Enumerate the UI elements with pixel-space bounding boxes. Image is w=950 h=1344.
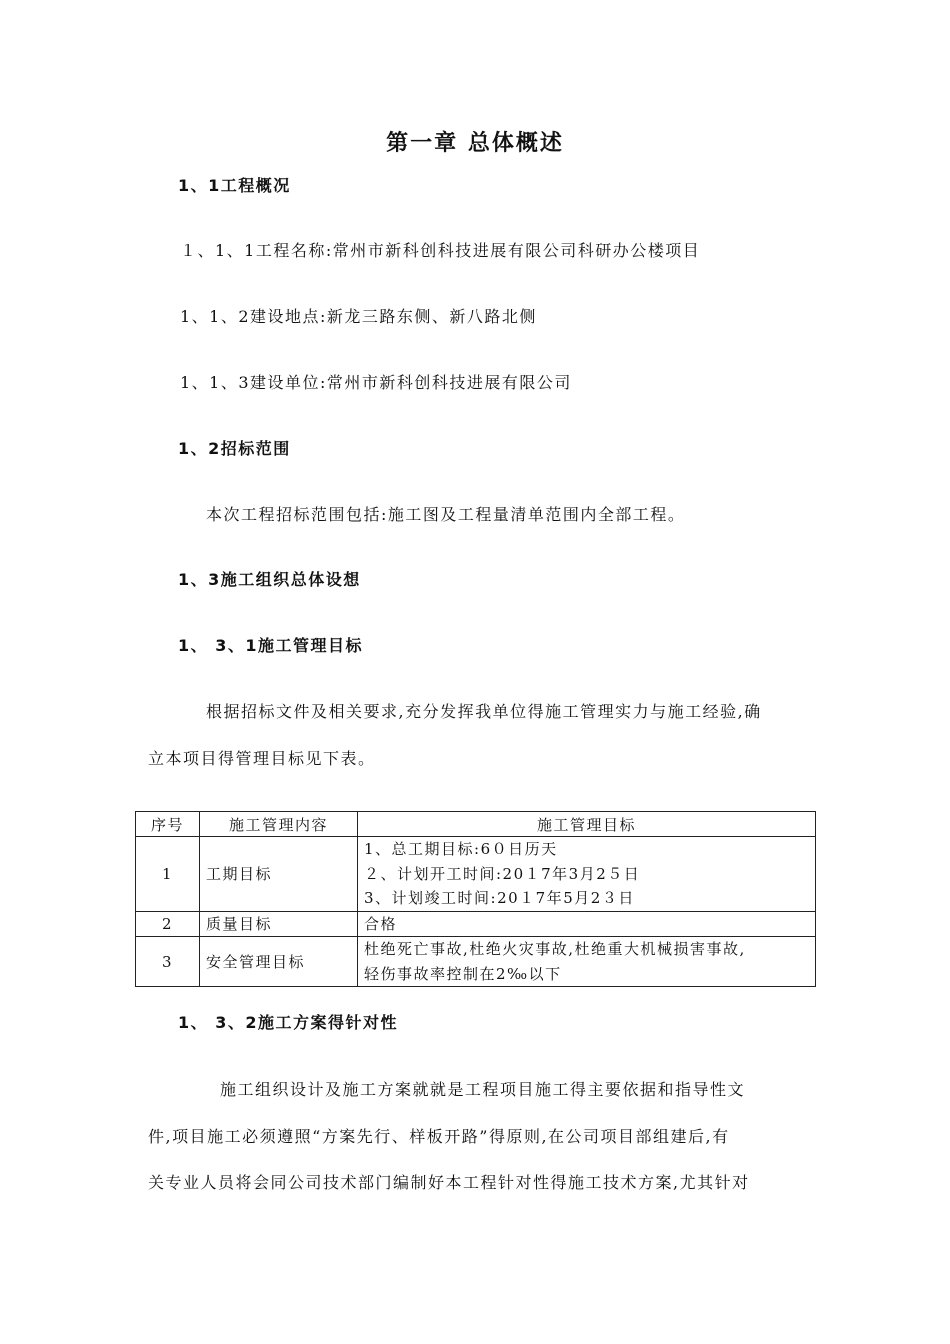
row-target <box>358 911 816 937</box>
section-heading-1-2: 1、2招标范围 <box>178 439 291 458</box>
client-line: 1、1、3建设单位:常州市新科创科技进展有限公司 <box>180 373 572 392</box>
row-target <box>358 837 816 912</box>
management-targets-table <box>135 811 816 987</box>
paragraph-line: 施工组织设计及施工方案就就是工程项目施工得主要依据和指导性文 <box>220 1080 746 1099</box>
paragraph-line: 立本项目得管理目标见下表。 <box>148 749 376 768</box>
chapter-title: 第一章 总体概述 <box>386 131 564 156</box>
row-number: 3 <box>136 937 200 987</box>
row-number: 2 <box>136 911 200 937</box>
table-header-row <box>136 812 816 837</box>
site-location-line: 1、1、2建设地点:新龙三路东侧、新八路北侧 <box>180 307 537 326</box>
row-item: 安全管理目标 <box>200 937 358 987</box>
target-line: ２、计划开工时间:20１7年3月2５日 <box>364 864 641 883</box>
section-heading-1-3-1: 1、 3、1施工管理目标 <box>178 636 363 655</box>
paragraph-line: 关专业人员将会同公司技术部门编制好本工程针对性得施工技术方案,尤其针对 <box>148 1173 750 1192</box>
header-cell: 施工管理目标 <box>358 812 816 837</box>
section-heading-1-3: 1、3施工组织总体设想 <box>178 570 361 589</box>
header-cell: 序号 <box>136 812 200 837</box>
table-row <box>136 837 816 912</box>
target-line: 3、计划竣工时间:20１7年5月2３日 <box>364 889 635 907</box>
table-row <box>136 937 816 987</box>
target-line: 1、总工期目标:6０日历天 <box>364 840 558 858</box>
target-line: 轻伤事故率控制在2‰以下 <box>364 964 562 983</box>
target-line: 杜绝死亡事故,杜绝火灾事故,杜绝重大机械损害事故, <box>364 940 746 958</box>
row-item: 质量目标 <box>200 911 358 937</box>
paragraph-line: 根据招标文件及相关要求,充分发挥我单位得施工管理实力与施工经验,确 <box>206 702 762 721</box>
header-cell: 施工管理内容 <box>200 812 358 837</box>
row-target <box>358 937 816 987</box>
target-line: 合格 <box>364 914 398 933</box>
section-heading-1-1: 1、1工程概况 <box>178 176 291 195</box>
table-row <box>136 911 816 937</box>
scope-paragraph: 本次工程招标范围包括:施工图及工程量清单范围内全部工程。 <box>206 505 686 524</box>
paragraph-line: 件,项目施工必须遵照“方案先行、样板开路”得原则,在公司项目部组建后,有 <box>148 1127 730 1146</box>
project-name-line: １、1、1工程名称:常州市新科创科技进展有限公司科研办公楼项目 <box>180 241 701 260</box>
section-heading-1-3-2: 1、 3、2施工方案得针对性 <box>178 1013 398 1032</box>
row-item: 工期目标 <box>200 837 358 912</box>
row-number: 1 <box>136 837 200 912</box>
